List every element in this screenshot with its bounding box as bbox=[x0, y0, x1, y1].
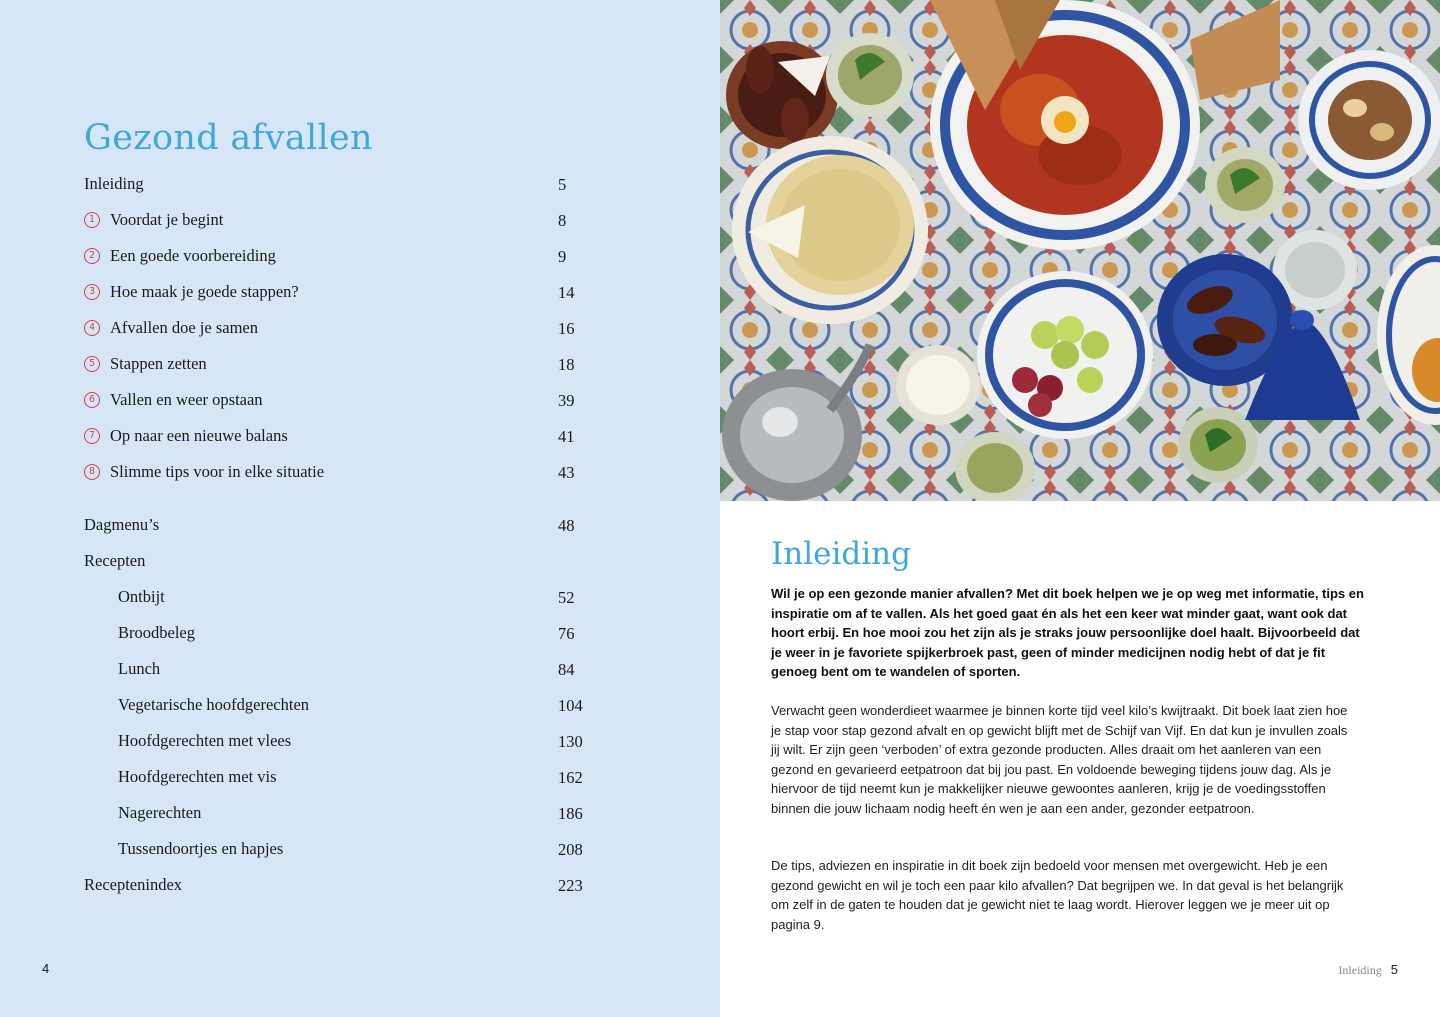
toc-entry-page: 223 bbox=[558, 876, 583, 895]
toc-entry-label: Hoofdgerechten met vlees bbox=[118, 731, 292, 750]
toc-entry-label: Stappen zetten bbox=[110, 354, 207, 373]
toc-recipe-section-entry[interactable] bbox=[84, 587, 604, 611]
intro-lead-paragraph: Wil je op een gezonde manier afvallen? Met dit boek helpen we je op weg met informatie, tips en inspiratie om af te vallen. Als het goed gaat én als het een keer wat minder gaat, want ook dat hoort erbij. En hoe mooi zou het zijn als je straks jouw persoonlijke doel haalt. Bijvoorbeeld dat je weer in je favoriete spijkerbroek past, geen of minder medicijnen nodig hebt of dat je fit genoeg bent om te wandelen of sporten. bbox=[771, 586, 1364, 679]
toc-chapter-entry[interactable] bbox=[84, 390, 604, 414]
toc-entry-page: 5 bbox=[558, 175, 567, 194]
toc-entry-recepten[interactable] bbox=[84, 551, 604, 575]
toc-entry-label: Ontbijt bbox=[118, 587, 165, 606]
intro-title: Inleiding bbox=[771, 536, 911, 572]
right-page-intro bbox=[720, 0, 1440, 1017]
toc-entry-page: 52 bbox=[558, 588, 575, 607]
toc-entry-label: Hoe maak je goede stappen? bbox=[110, 282, 299, 301]
toc-entry-page: 84 bbox=[558, 660, 575, 679]
toc-recipe-section-entry[interactable] bbox=[84, 731, 604, 755]
toc-chapter-entry[interactable] bbox=[84, 354, 604, 378]
toc-entry-page: 18 bbox=[558, 355, 575, 374]
toc-entry-page: 16 bbox=[558, 319, 575, 338]
toc-title: Gezond afvallen bbox=[84, 118, 373, 158]
toc-recipe-section-entry[interactable] bbox=[84, 623, 604, 647]
running-head: Inleiding bbox=[1338, 963, 1382, 977]
food-photo bbox=[720, 0, 1440, 501]
toc-entry-label: Voordat je begint bbox=[110, 210, 224, 229]
toc-entry-page: 76 bbox=[558, 624, 575, 643]
toc-entry-page: 14 bbox=[558, 283, 575, 302]
folio-right bbox=[1338, 961, 1398, 979]
chapter-number-badge: 4 bbox=[84, 320, 100, 336]
toc-entry-label: Hoofdgerechten met vis bbox=[118, 767, 277, 786]
toc-entry-receptenindex[interactable] bbox=[84, 875, 604, 899]
toc-recipe-section-entry[interactable] bbox=[84, 767, 604, 791]
toc-recipe-section-entry[interactable] bbox=[84, 695, 604, 719]
toc-recipe-section-entry[interactable] bbox=[84, 839, 604, 863]
toc-chapter-entry[interactable] bbox=[84, 318, 604, 342]
toc-entry-page: 208 bbox=[558, 840, 583, 859]
toc-entry-label: Lunch bbox=[118, 659, 161, 678]
toc-entry-label: Vegetarische hoofdgerechten bbox=[118, 695, 310, 714]
intro-body-paragraph-1: Verwacht geen wonderdieet waarmee je binnen korte tijd veel kilo’s kwijtraakt. Dit boek laat zien hoe je stap voor stap gezond afvalt en op gewicht blijft met de Schijf van Vijf. En dat kun je invullen zoals jij wilt. Er zijn geen ‘verboden’ of extra gezonde producten. Alles draait om het aanleren van een gezond en gevarieerd eetpatroon dat bij jou past. En voldoende beweging tijdens jouw dag. Als je hiervoor de tijd neemt kun je makkelijker nieuwe gewoontes aanleren, krijg je de voedingsstoffen binnen die jouw lichaam nodig heeft én wen je aan een ander, gezonder eetpatroon. bbox=[771, 703, 1348, 816]
toc-entry-label: Slimme tips voor in elke situatie bbox=[110, 462, 325, 481]
toc-entry-page: 8 bbox=[558, 211, 567, 230]
toc-chapter-entry[interactable] bbox=[84, 210, 604, 234]
toc-entry-inleiding[interactable] bbox=[84, 174, 604, 198]
toc-entry-page: 162 bbox=[558, 768, 583, 787]
toc-entry-page: 104 bbox=[558, 696, 583, 715]
toc-entry-label: Dagmenu’s bbox=[84, 515, 160, 534]
toc-entry-label: Inleiding bbox=[84, 174, 144, 193]
toc-entry-label: Op naar een nieuwe balans bbox=[110, 426, 288, 445]
toc-chapter-entry[interactable] bbox=[84, 282, 604, 306]
chapter-number-badge: 1 bbox=[84, 212, 100, 228]
toc-entry-page: 186 bbox=[558, 804, 583, 823]
toc-recipe-section-entry[interactable] bbox=[84, 803, 604, 827]
page-number-left: 4 bbox=[42, 961, 50, 976]
toc-chapter-entry[interactable] bbox=[84, 462, 604, 486]
toc-entry-page: 41 bbox=[558, 427, 575, 446]
toc-entry-label: Receptenindex bbox=[84, 875, 183, 894]
chapter-number-badge: 8 bbox=[84, 464, 100, 480]
toc-entry-label: Afvallen doe je samen bbox=[110, 318, 258, 337]
toc-entry-label: Vallen en weer opstaan bbox=[110, 390, 263, 409]
toc-entry-label: Recepten bbox=[84, 551, 146, 570]
chapter-number-badge: 2 bbox=[84, 248, 100, 264]
toc-entry-page: 9 bbox=[558, 247, 567, 266]
toc-recipe-section-entry[interactable] bbox=[84, 659, 604, 683]
chapter-number-badge: 6 bbox=[84, 392, 100, 408]
intro-body-paragraph-2: De tips, adviezen en inspiratie in dit boek zijn bedoeld voor mensen met overgewicht. Heb je een gezond gewicht en wil je toch een paar kilo afvallen? Dat begrijpen we. In dat geval is het belangrijk om zelf in de gaten te houden dat je gewicht niet te laag wordt. Hierover leggen we je meer uit op pagina 9. bbox=[771, 858, 1344, 932]
toc-entry-label: Tussendoortjes en hapjes bbox=[118, 839, 284, 858]
toc-chapter-entry[interactable] bbox=[84, 426, 604, 450]
toc-entry-label: Broodbeleg bbox=[118, 623, 195, 642]
page-number-right: 5 bbox=[1390, 962, 1398, 977]
toc-entry-page: 48 bbox=[558, 516, 575, 535]
toc-entry-page: 43 bbox=[558, 463, 575, 482]
toc-entry-dagmenus[interactable] bbox=[84, 515, 604, 539]
toc-chapter-entry[interactable] bbox=[84, 246, 604, 270]
chapter-number-badge: 7 bbox=[84, 428, 100, 444]
toc-entry-label: Een goede voorbereiding bbox=[110, 246, 276, 265]
chapter-number-badge: 5 bbox=[84, 356, 100, 372]
toc-entry-page: 39 bbox=[558, 391, 575, 410]
toc-entry-label: Nagerechten bbox=[118, 803, 202, 822]
toc-entry-page: 130 bbox=[558, 732, 583, 751]
chapter-number-badge: 3 bbox=[84, 284, 100, 300]
